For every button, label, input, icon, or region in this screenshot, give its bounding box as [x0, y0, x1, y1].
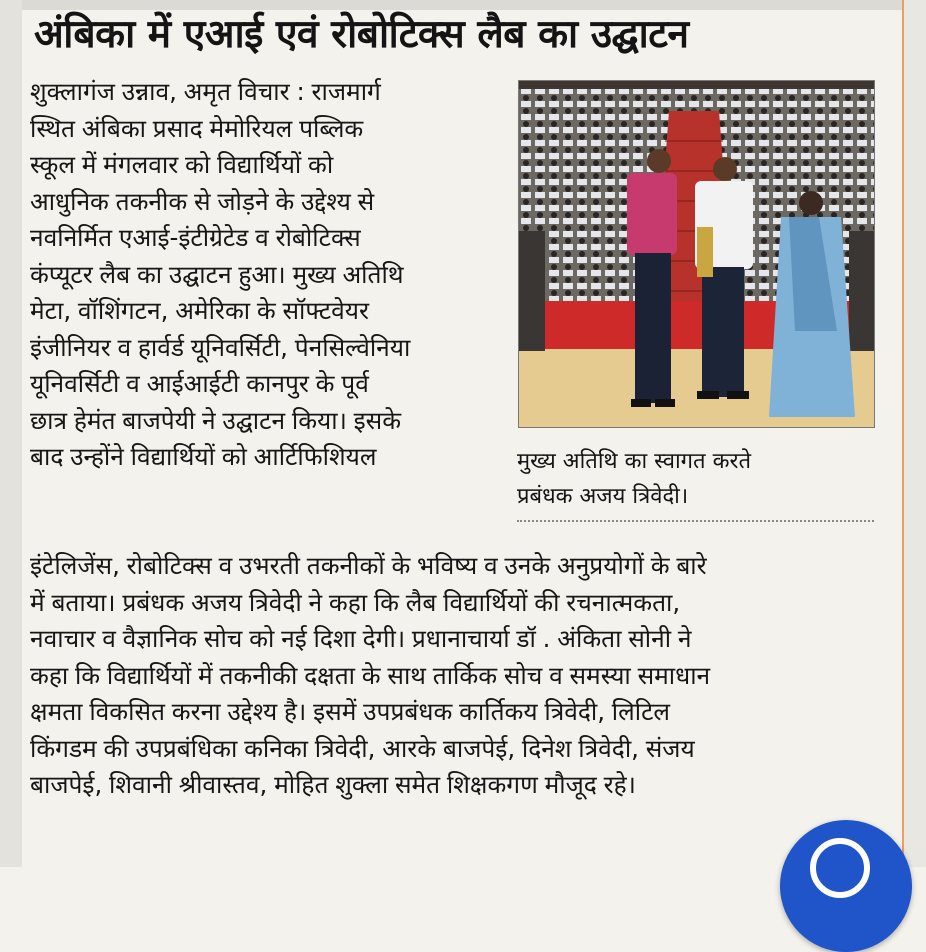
photo-illustration: [519, 81, 874, 427]
body-line: कंप्यूटर लैब का उद्घाटन हुआ। मुख्य अतिथि: [30, 259, 404, 289]
article-headline: अंबिका में एआई एवं रोबोटिक्स लैब का उद्घाटन: [34, 12, 689, 57]
caption-line: मुख्य अतिथि का स्वागत करते: [517, 449, 752, 474]
body-line: यूनिवर्सिटी व आईआईटी कानपुर के पूर्व: [30, 369, 369, 398]
body-line: नवनिर्मित एआई-इंटीग्रेटेड व रोबोटिक्स: [30, 223, 361, 252]
body-line: बाजपेई, शिवानी श्रीवास्तव, मोहित शुक्ला समेत शिक्षकगण मौजूद रहे।: [30, 770, 636, 799]
body-line: स्कूल में मंगलवार को विद्यार्थियों को: [30, 150, 334, 179]
chat-bubble-icon: [810, 838, 870, 898]
body-line: बाद उन्होंने विद्यार्थियों को आर्टिफिशियल: [30, 442, 377, 471]
article-body-full: [30, 548, 870, 804]
body-line: इंटेलिजेंस, रोबोटिक्स व उभरती तकनीकों के भविष्य व उनके अनुप्रयोगों के बारे: [30, 551, 707, 580]
body-line: इंजीनियर व हार्वर्ड यूनिवर्सिटी, पेनसिल्वेनिया: [30, 332, 411, 362]
floating-action-button[interactable]: [780, 820, 912, 952]
body-line: नवाचार व वैज्ञानिक सोच को नई दिशा देगी। प्रधानाचार्या डॉ . अंकिता सोनी ने: [30, 624, 692, 653]
right-page-margin: [904, 0, 926, 867]
body-line: स्थित अंबिका प्रसाद मेमोरियल पब्लिक: [30, 113, 364, 143]
caption-line: प्रबंधक अजय त्रिवेदी।: [517, 484, 689, 509]
body-line: क्षमता विकसित करना उद्देश्य है। इसमें उपप्रबंधक कार्तिकय त्रिवेदी, लिटिल: [30, 697, 671, 726]
news-photo[interactable]: [518, 80, 875, 428]
body-line: शुक्लागंज उन्नाव, अमृत विचार : राजमार्ग: [30, 77, 381, 106]
body-line: मेटा, वॉशिंगटन, अमेरिका के सॉफ्टवेयर: [30, 296, 370, 325]
body-line: में बताया। प्रबंधक अजय त्रिवेदी ने कहा कि लैब विद्यार्थियों की रचनात्मकता,: [30, 587, 681, 617]
body-line: आधुनिक तकनीक से जोड़ने के उद्देश्य से: [30, 186, 375, 216]
caption-divider: [517, 520, 874, 522]
body-line: छात्र हेमंत बाजपेयी ने उद्घाटन किया। इसके: [30, 405, 402, 435]
photo-caption: [517, 444, 877, 514]
body-line: कहा कि विद्यार्थियों में तकनीकी दक्षता के साथ तार्किक सोच व समस्या समाधान: [30, 660, 711, 690]
body-line: किंगडम की उपप्रबंधिका कनिका त्रिवेदी, आरके बाजपेई, दिनेश त्रिवेदी, संजय: [30, 733, 695, 763]
left-page-margin: [0, 0, 22, 867]
article-body-narrow: [30, 74, 510, 476]
